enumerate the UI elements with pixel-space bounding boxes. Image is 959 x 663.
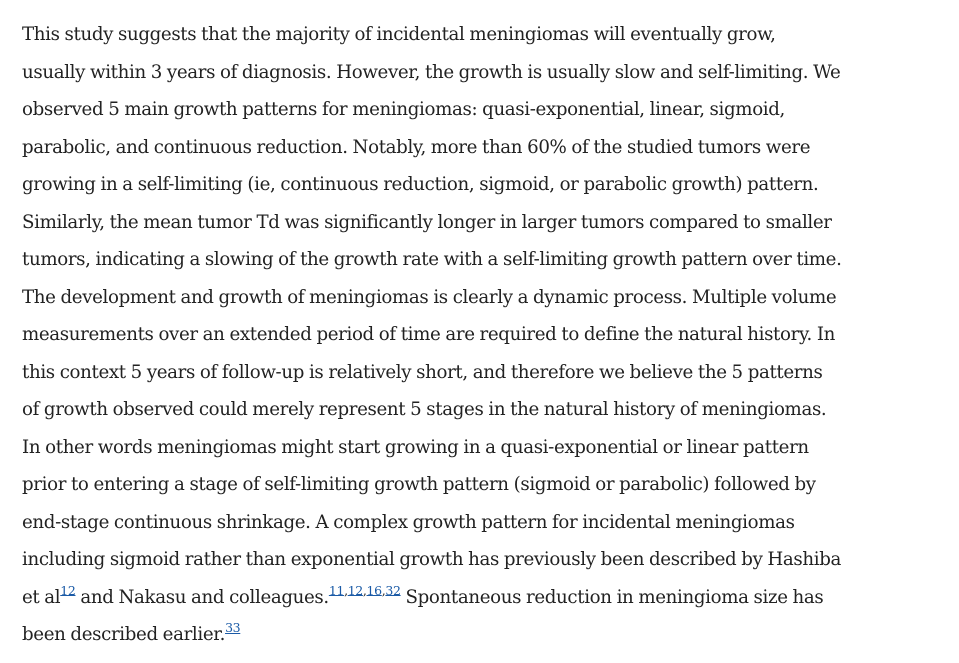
citation-link-12[interactable]: 12 bbox=[347, 582, 363, 598]
text-line-6: Similarly, the mean tumor Td was significantly longer in larger tumors compared to smaller bbox=[22, 211, 832, 233]
text-line-13: prior to entering a stage of self-limiting growth pattern (sigmoid or parabolic) followed by bbox=[22, 474, 816, 495]
text-line-4: parabolic, and continuous reduction. Notably, more than 60% of the studied tumors were bbox=[22, 136, 811, 158]
text-line-1: This study suggests that the majority of incidental meningiomas will eventually grow, bbox=[22, 24, 776, 45]
citation-link-16[interactable]: 16 bbox=[366, 582, 382, 598]
text-segment: Spontaneous reduction in meningioma size has bbox=[400, 586, 824, 608]
citation-superscript bbox=[225, 620, 240, 635]
text-line-9: measurements over an extended period of time are required to define the natural history. In bbox=[22, 324, 836, 345]
citation-superscript-group: 11,12,16,32 bbox=[328, 582, 401, 598]
text-line-17 bbox=[22, 616, 952, 654]
text-line-7: tumors, indicating a slowing of the growth rate with a self-limiting growth pattern over time. bbox=[22, 249, 842, 270]
text-line-12: In other words meningiomas might start growing in a quasi-exponential or linear pattern bbox=[22, 436, 809, 458]
text-line-3: observed 5 main growth patterns for meningiomas: quasi-exponential, linear, sigmoid, bbox=[22, 99, 785, 120]
citation-link-11[interactable]: 11 bbox=[328, 582, 345, 598]
text-line-5: growing in a self-limiting (ie, continuous reduction, sigmoid, or parabolic growth) pattern. bbox=[22, 174, 819, 195]
text-line-14: end-stage continuous shrinkage. A complex growth pattern for incidental meningiomas bbox=[22, 511, 795, 533]
text-segment: been described earlier. bbox=[22, 624, 226, 645]
citation-superscript bbox=[60, 582, 75, 597]
text-segment: et al bbox=[22, 586, 61, 608]
text-line-16 bbox=[22, 579, 952, 617]
citation-link-12[interactable]: 12 bbox=[60, 582, 76, 598]
text-line-10: this context 5 years of follow-up is relatively short, and therefore we believe the 5 patterns bbox=[22, 361, 823, 383]
citation-link-33[interactable]: 33 bbox=[225, 619, 241, 635]
text-line-15: including sigmoid rather than exponential growth has previously been described by Hashiba bbox=[22, 549, 842, 570]
text-line-11: of growth observed could merely represent 5 stages in the natural history of meningiomas. bbox=[22, 399, 827, 420]
text-line-2: usually within 3 years of diagnosis. However, the growth is usually slow and self-limiting. We bbox=[22, 61, 841, 83]
text-segment: and Nakasu and colleagues. bbox=[75, 586, 329, 608]
citation-link-32[interactable]: 32 bbox=[385, 582, 401, 598]
article-body bbox=[22, 16, 952, 654]
paragraph bbox=[22, 16, 952, 654]
text-line-8: The development and growth of meningiomas is clearly a dynamic process. Multiple volume bbox=[22, 286, 837, 308]
